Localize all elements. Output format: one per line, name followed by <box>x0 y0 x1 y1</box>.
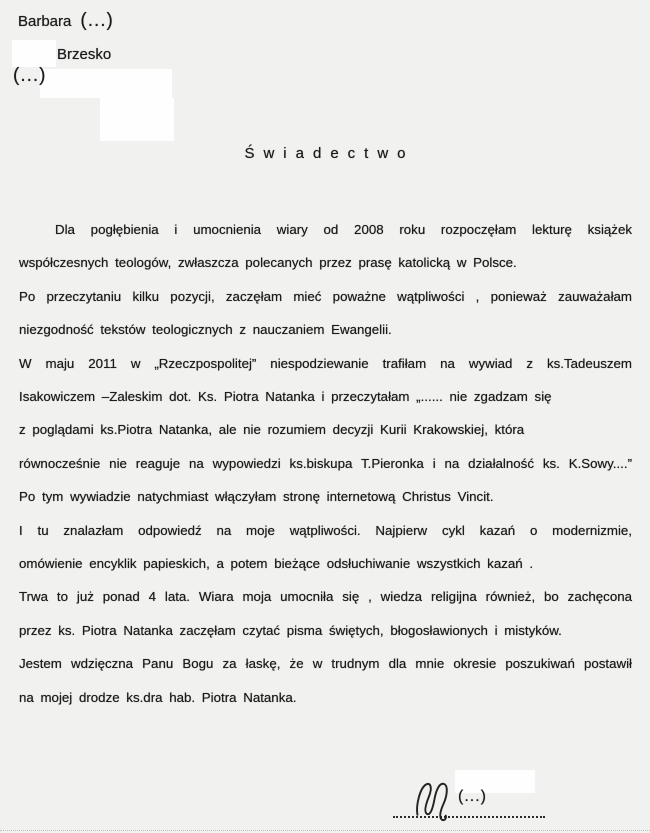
redaction-mark: (...) <box>13 65 47 86</box>
text-line: równocześnie nie reaguje na wypowiedzi ks.biskupa T.Pieronka i na działalność ks. K.Sowy....” <box>19 455 632 471</box>
redaction-patch <box>100 98 174 141</box>
body-text <box>19 213 632 714</box>
signature-scribble <box>415 778 449 829</box>
text-line: niezgodność tekstów teologicznych z nauczaniem Ewangelii. <box>19 322 392 338</box>
scan-edge-artifact <box>0 830 650 831</box>
text-line: W maju 2011 w „Rzeczpospolitej” niespodziewanie trafiłam na wywiad z ks.Tadeuszem <box>19 355 632 371</box>
text-line: I tu znalazłam odpowiedź na moje wątpliwości. Najpierw cykl kazań o modernizmie, <box>19 522 632 538</box>
text-line: przez ks. Piotra Natanka zaczęłam czytać pisma świętych, błogosławionych i mistyków. <box>19 622 562 638</box>
text-line: Trwa to już ponad 4 lata. Wiara moja umocniła się , wiedza religijna również, bo zachęcona <box>19 589 632 605</box>
document-title: Świadectwo <box>244 145 415 162</box>
text-line: omówienie encyklik papieskich, a potem bieżące odsłuchiwanie wszystkich kazań . <box>19 556 534 572</box>
redaction-mark: (...) <box>80 10 114 31</box>
text-line: Po tym wywiadzie natychmiast włączyłam stronę internetową Christus Vincit. <box>19 489 494 505</box>
text-line: współczesnych teologów, zwłaszcza polecanych przez prasę katolicką w Polsce. <box>19 255 517 271</box>
signature-redaction-mark: (...) <box>458 788 487 805</box>
text-line: Dla pogłębienia i umocnienia wiary od 2008 roku rozpoczęłam lekturę książek <box>55 222 632 237</box>
text-line: Isakowiczem –Zaleskim dot. Ks. Piotra Natanka i przeczytałam „...... nie zgadzam się <box>19 389 552 405</box>
text-line: Po przeczytaniu kilku pozycji, zaczęłam mieć poważne wątpliwości , ponieważ zauważałam <box>19 288 632 304</box>
place-name: Brzesko <box>57 46 112 63</box>
author-name-line <box>18 10 114 32</box>
redaction-patch <box>40 69 172 98</box>
redaction-patch <box>12 40 56 67</box>
text-line: z poglądami ks.Piotra Natanka, ale nie rozumiem decyzji Kurii Krakowskiej, która <box>19 422 525 438</box>
text-line: na mojej drodze ks.dra hab. Piotra Natanka. <box>19 689 297 705</box>
author-name: Barbara <box>18 13 72 30</box>
text-line: Jestem wdzięczna Panu Bogu za łaskę, że w trudnym dla mnie okresie poszukiwań postawił <box>19 656 632 672</box>
